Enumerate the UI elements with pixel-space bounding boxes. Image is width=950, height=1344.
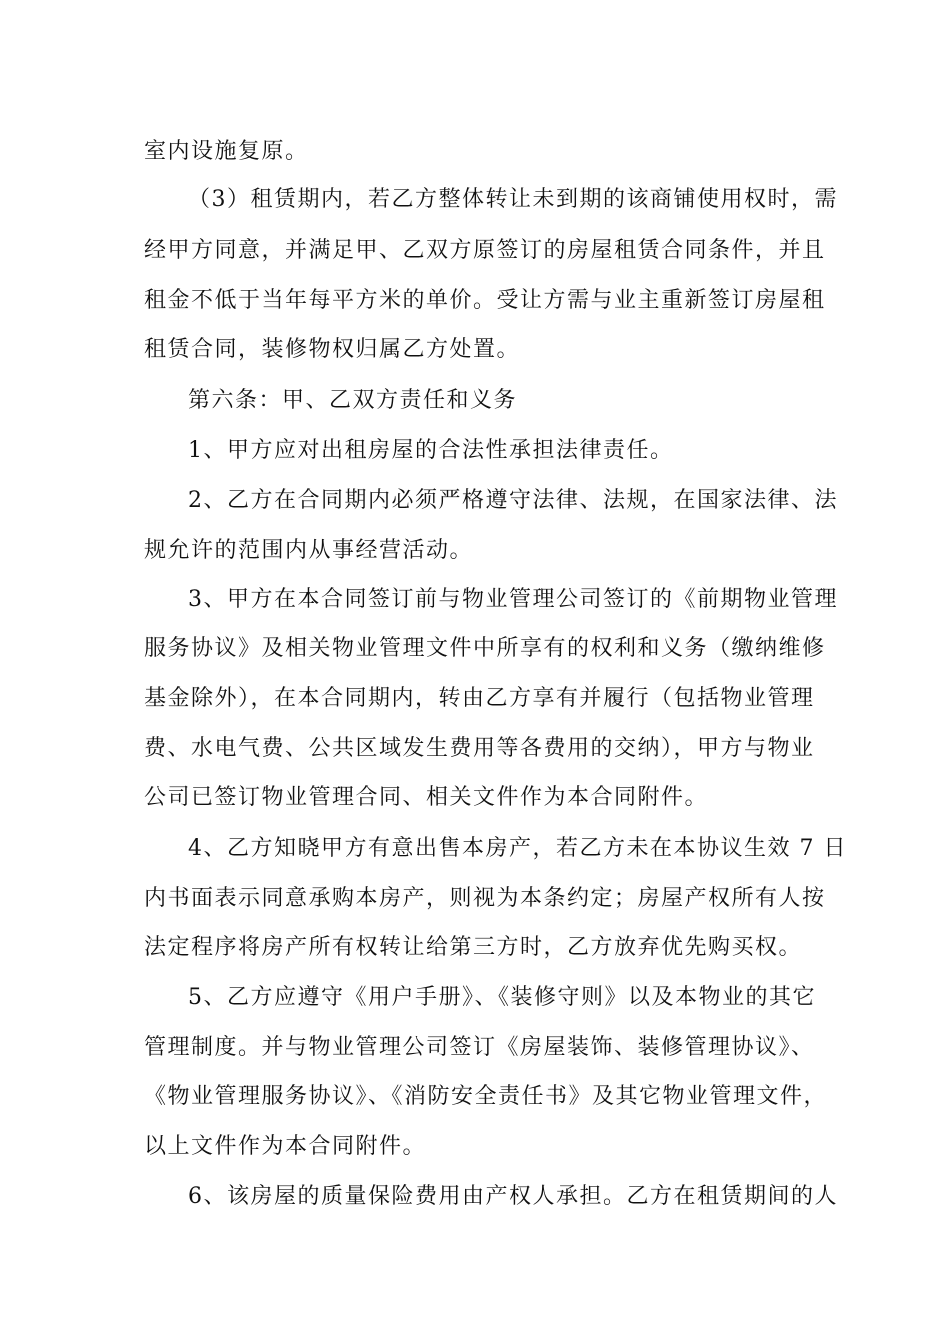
- text-line: 以上文件作为本合同附件。: [144, 1134, 427, 1159]
- text-line: 3、甲方在本合同签订前与物业管理公司签订的《前期物业管理: [188, 587, 838, 612]
- text-line: 6、该房屋的质量保险费用由产权人承担。乙方在租赁期间的人: [188, 1184, 838, 1209]
- text-line: 2、乙方在合同期内必须严格遵守法律、法规，在国家法律、法: [188, 488, 838, 513]
- text-line: 租金不低于当年每平方米的单价。受让方需与业主重新签订房屋租: [144, 288, 826, 313]
- text-line: 经甲方同意，并满足甲、乙双方原签订的房屋租赁合同条件，并且: [144, 238, 826, 263]
- text-line: 公司已签订物业管理合同、相关文件作为本合同附件。: [144, 785, 709, 810]
- text-line: 费、水电气费、公共区域发生费用等各费用的交纳），甲方与物业: [144, 736, 815, 761]
- text-line: 规允许的范围内从事经营活动。: [144, 538, 474, 563]
- section-heading: 第六条：甲、乙双方责任和义务: [188, 388, 518, 413]
- text-line: 内书面表示同意承购本房产，则视为本条约定；房屋产权所有人按: [144, 886, 826, 911]
- text-line: 管理制度。并与物业管理公司签订《房屋装饰、装修管理协议》、: [144, 1035, 815, 1060]
- text-line: 《物业管理服务协议》、《消防安全责任书》及其它物业管理文件，: [144, 1084, 828, 1109]
- text-line: 4、乙方知晓甲方有意出售本房产，若乙方未在本协议生效 7 日: [188, 836, 847, 861]
- text-line: 5、乙方应遵守《用户手册》、《装修守则》以及本物业的其它: [188, 985, 816, 1010]
- text-line: 1、甲方应对出租房屋的合法性承担法律责任。: [188, 438, 674, 463]
- text-line: 基金除外），在本合同期内，转由乙方享有并履行（包括物业管理: [144, 686, 815, 711]
- text-line: 服务协议》及相关物业管理文件中所享有的权利和义务（缴纳维修: [144, 636, 826, 661]
- text-line: 法定程序将房产所有权转让给第三方时，乙方放弃优先购买权。: [144, 935, 803, 960]
- text-line: （3）租赁期内，若乙方整体转让未到期的该商铺使用权时，需: [188, 187, 838, 212]
- text-line: 室内设施复原。: [144, 139, 309, 164]
- text-line: 租赁合同，装修物权归属乙方处置。: [144, 337, 521, 362]
